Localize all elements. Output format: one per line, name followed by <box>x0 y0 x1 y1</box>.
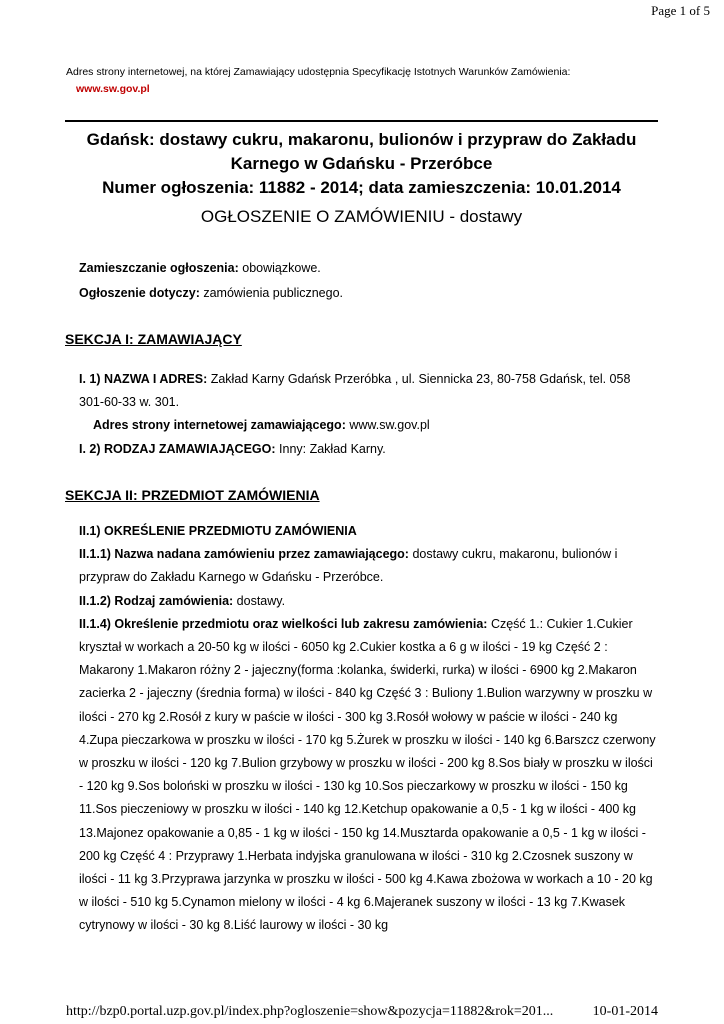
concerns-label: Ogłoszenie dotyczy: <box>79 286 200 300</box>
subject-heading: II.1) OKREŚLENIE PRZEDMIOTU ZAMÓWIENIA <box>79 524 357 538</box>
contracting-website-value: www.sw.gov.pl <box>345 418 430 433</box>
contracting-name-value: Zakład Karny Gdańsk Przeróbka , ul. Siennicka 23, 80-758 Gdańsk, tel. 058 301-60-33 w. 301. <box>79 372 631 410</box>
order-kind-value: dostawy. <box>233 593 286 608</box>
order-description-row <box>79 613 657 938</box>
order-description-value: Część 1.: Cukier 1.Cukier kryształ w workach a 20-50 kg w ilości - 6050 kg 2.Cukier kostka a 6 g w ilości - 19 kg Część 2 : Makarony 1.Makaron różny 2 - jajeczny(forma :kolanka, świderki, rurka) w ilości - 6900 kg 2.Makaron zacierka 2 - jajeczny (średnia forma) w ilości - 840 kg Część 3 : Buliony 1.Bulion warzywny w proszku w ilości - 270 kg 2.Rosół z kury w paście w ilości - 300 kg 3.Rosół wołowy w paście w ilości - 240 kg 4.Zupa pieczarkowa w proszku w ilości - 170 kg 5.Żurek w proszku w ilości - 140 kg 6.Barszcz czerwony w proszku w ilości - 120 kg 7.Bulion grzybowy w proszku w ilości - 200 kg 8.Sos biały w proszku w ilości - 120 kg 9.Sos boloński w proszku w ilości - 130 kg 10.Sos pieczarkowy w proszku w ilości - 150 kg 11.Sos pieczeniowy w proszku w ilości - 140 kg 12.Ketchup opakowanie a 0,5 - 1 kg w ilości - 400 kg 13.Majonez opakowanie a 0,85 - 1 kg w ilości - 150 kg 14.Musztarda opakowanie a 0,5 - 1 kg w ilości - 200 kg Część 4 : Przyprawy 1.Herbata indyjska granulowana w ilości - 310 kg 2.Czosnek suszony w ilości - 11 kg 3.Przyprawa jarzynka w proszku w ilości - 500 kg 4.Kawa zbożowa w workach a 10 - 20 kg w ilości - 510 kg 5.Cynamon mielony w ilości - 4 kg 6.Majeranek suszony w ilości - 13 kg 7.Kwasek cytrynowy w ilości - 30 kg 8.Liść laurowy w ilości - 30 kg <box>79 616 656 933</box>
contracting-name-label: I. 1) NAZWA I ADRES: <box>79 372 208 386</box>
page-subtitle: OGŁOSZENIE O ZAMÓWIENIU - dostawy <box>200 207 523 226</box>
section-2-heading: SEKCJA II: PRZEDMIOT ZAMÓWIENIA <box>65 487 320 503</box>
contracting-name-row <box>79 368 657 414</box>
source-intro: Adres strony internetowej, na której Zamawiający udostępnia Specyfikację Istotnych Warunków Zamówienia: <box>66 66 571 78</box>
order-kind-label: II.1.2) Rodzaj zamówienia: <box>79 593 234 608</box>
title-line-3: Numer ogłoszenia: 11882 - 2014; data zamieszczenia: 10.01.2014 <box>102 178 621 197</box>
placement-value: obowiązkowe. <box>238 261 321 275</box>
order-name-label: II.1.1) Nazwa nadana zamówieniu przez zamawiającego: <box>79 547 409 562</box>
order-description-label: II.1.4) Określenie przedmiotu oraz wielkości lub zakresu zamówienia: <box>79 616 488 631</box>
source-link[interactable]: www.sw.gov.pl <box>76 83 150 95</box>
contracting-website-row <box>79 414 657 437</box>
order-kind-row <box>79 590 657 613</box>
page-title <box>65 128 658 200</box>
contracting-type-label: I. 2) RODZAJ ZAMAWIAJĄCEGO: <box>79 441 276 456</box>
placement-label: Zamieszczanie ogłoszenia: <box>79 261 239 275</box>
concerns-value: zamówienia publicznego. <box>199 286 343 300</box>
contracting-type-row <box>79 438 657 461</box>
footer-date: 10-01-2014 <box>592 1004 658 1019</box>
page-indicator: Page 1 of 5 <box>651 3 710 18</box>
header-divider <box>65 120 658 122</box>
section-1-body <box>79 368 657 461</box>
title-line-2: Karnego w Gdańsku - Przeróbce <box>230 154 493 173</box>
concerns-row <box>79 286 343 300</box>
contracting-type-value: Inny: Zakład Karny. <box>275 441 386 456</box>
section-2-body <box>79 520 657 938</box>
order-name-row <box>79 543 657 589</box>
footer-url: http://bzp0.portal.uzp.gov.pl/index.php?ogloszenie=show&pozycja=11882&rok=201... <box>66 1004 554 1019</box>
contracting-website-label: Adres strony internetowej zamawiającego: <box>93 418 346 433</box>
order-name-value: dostawy cukru, makaronu, bulionów i przypraw do Zakładu Karnego w Gdańsku - Przeróbce. <box>79 547 618 585</box>
title-line-1: Gdańsk: dostawy cukru, makaronu, bulionów i przypraw do Zakładu <box>86 130 637 149</box>
section-1-heading: SEKCJA I: ZAMAWIAJĄCY <box>65 331 242 347</box>
placement-row <box>79 261 321 275</box>
